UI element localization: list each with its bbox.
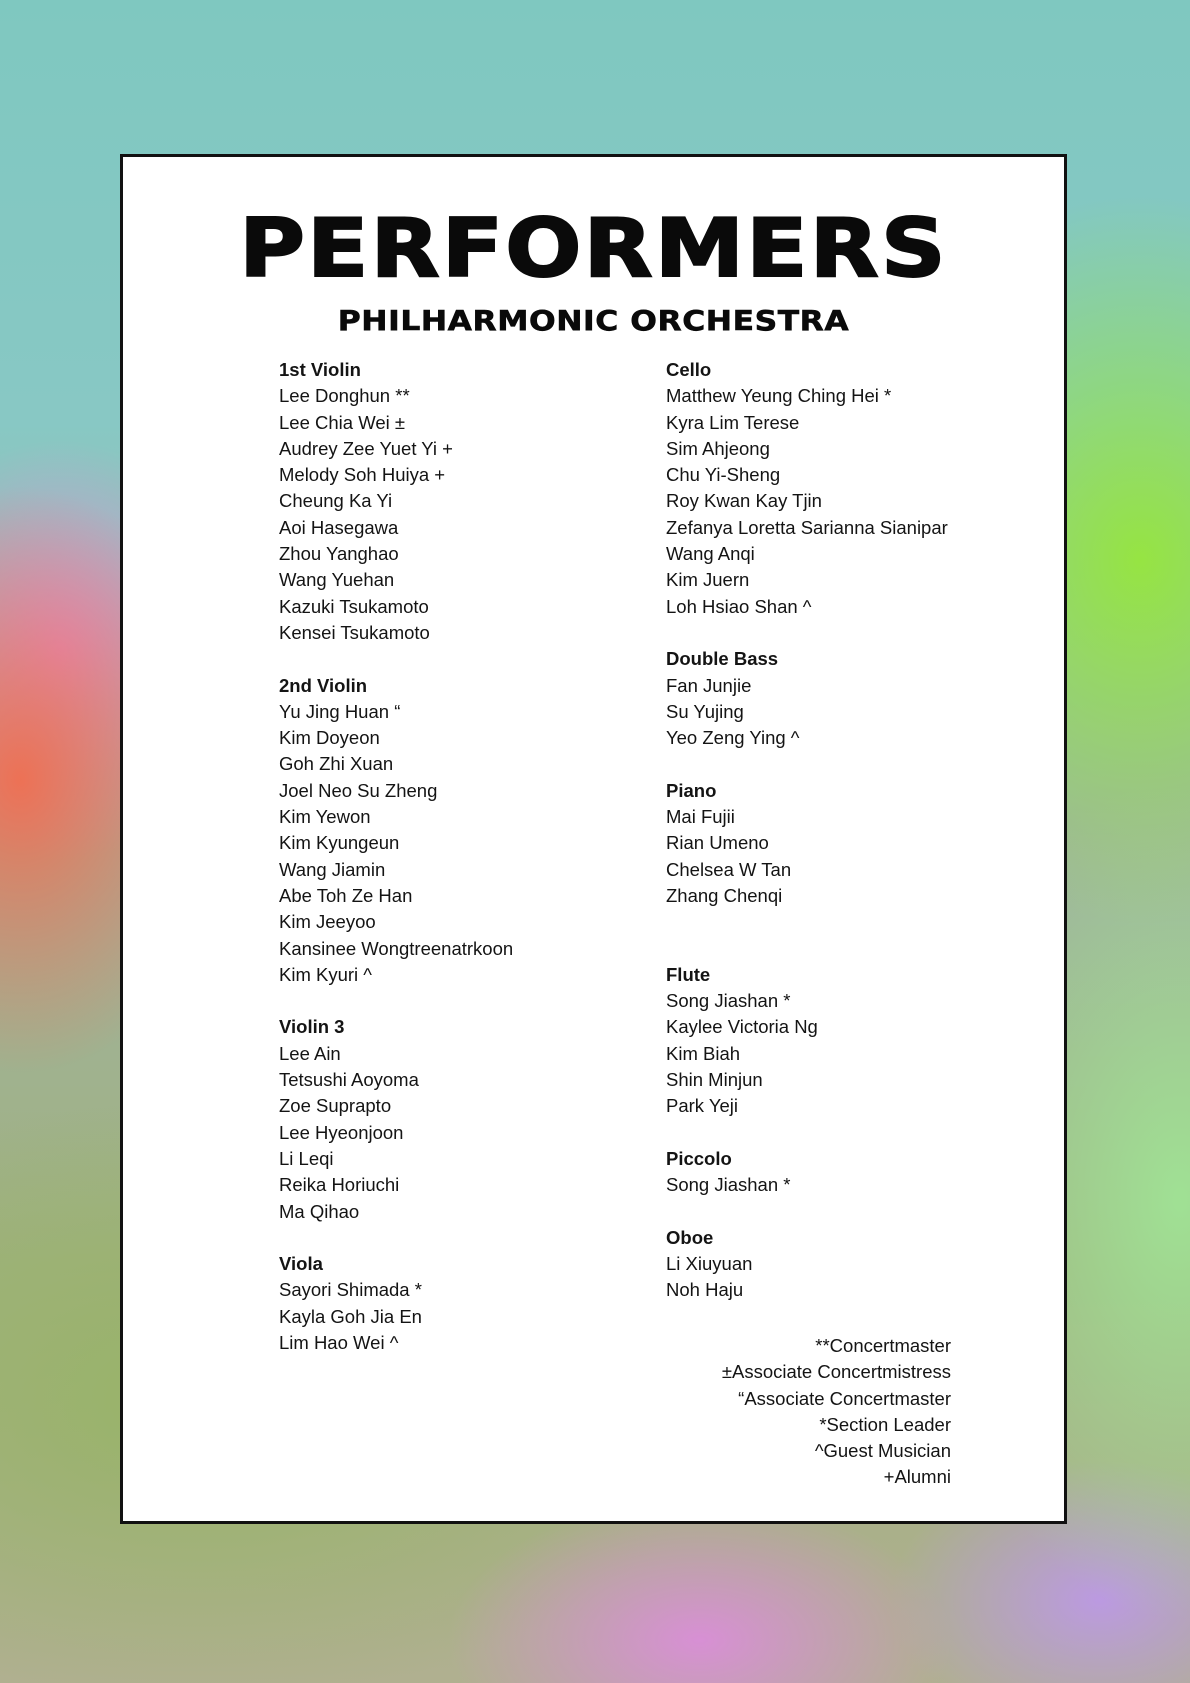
member-name: Noh Haju (666, 1279, 744, 1301)
section-1st-violin (279, 357, 639, 646)
member-name: Kazuki Tsukamoto (279, 595, 429, 617)
member-name: Su Yujing (666, 700, 744, 722)
member-name: Kim Doyeon (279, 727, 380, 749)
page-subtitle: PHILHARMONIC ORCHESTRA (337, 304, 850, 337)
member-name: Yu Jing Huan “ (279, 700, 401, 722)
member-name: Lee Hyeonjoon (279, 1121, 404, 1143)
section-flute (666, 962, 996, 1120)
legend-item: *Section Leader (819, 1413, 951, 1435)
member-name: Abe Toh Ze Han (279, 884, 413, 906)
member-name: Wang Yuehan (279, 569, 395, 591)
section-heading: Oboe (666, 1226, 714, 1248)
member-name: Kansinee Wongtreenatrkoon (279, 937, 514, 959)
member-name: Kyra Lim Terese (666, 411, 800, 433)
member-name: Lee Chia Wei ± (279, 411, 406, 433)
member-name: Li Leqi (279, 1147, 334, 1169)
section-heading: 1st Violin (279, 359, 361, 380)
member-name: Sayori Shimada * (279, 1279, 422, 1301)
section-heading: Double Bass (666, 648, 779, 670)
member-name: Lee Donghun ** (279, 385, 410, 407)
member-name: Kim Kyungeun (279, 832, 400, 854)
legend-item: ±Associate Concertmistress (721, 1361, 951, 1383)
section-2nd-violin (279, 673, 639, 989)
legend-item: +Alumni (883, 1466, 951, 1488)
member-name: Cheung Ka Yi (279, 490, 393, 512)
member-name: Park Yeji (666, 1095, 738, 1117)
section-piano (666, 778, 996, 909)
member-name: Song Jiashan * (666, 990, 791, 1012)
section-heading: Viola (279, 1253, 323, 1275)
member-name: Zhou Yanghao (279, 543, 399, 565)
legend-item: “Associate Concertmaster (738, 1387, 951, 1409)
section-heading: Violin 3 (279, 1016, 345, 1038)
member-name: Matthew Yeung Ching Hei * (666, 385, 892, 407)
member-name: Kim Biah (666, 1042, 741, 1064)
member-name: Wang Anqi (666, 543, 755, 565)
member-name: Zhang Chenqi (666, 884, 783, 906)
section-heading: Piano (666, 779, 717, 801)
section-violin-3 (279, 1014, 639, 1224)
member-name: Kaylee Victoria Ng (666, 1016, 818, 1038)
section-double-bass (666, 646, 996, 751)
member-name: Audrey Zee Yuet Yi + (279, 437, 453, 459)
member-name: Lim Hao Wei ^ (279, 1331, 399, 1353)
member-name: Shin Minjun (666, 1069, 763, 1091)
section-viola (279, 1251, 639, 1356)
member-name: Zoe Suprapto (279, 1095, 392, 1117)
member-name: Chu Yi-Sheng (666, 464, 781, 486)
member-name: Lee Ain (279, 1042, 341, 1064)
program-card (120, 154, 1067, 1524)
member-name: Kim Yewon (279, 806, 371, 828)
member-name: Mai Fujii (666, 806, 735, 828)
member-name: Chelsea W Tan (666, 858, 792, 880)
member-name: Roy Kwan Kay Tjin (666, 490, 822, 512)
right-column (666, 357, 996, 1330)
legend-item: ^Guest Musician (814, 1440, 951, 1462)
member-name: Joel Neo Su Zheng (279, 779, 438, 801)
member-name: Yeo Zeng Ying ^ (666, 727, 800, 749)
legend (722, 1333, 951, 1491)
section-piccolo (666, 1146, 996, 1199)
member-name: Li Xiuyuan (666, 1253, 753, 1275)
page-title: PERFORMERS (239, 202, 948, 295)
member-name: Rian Umeno (666, 832, 769, 854)
member-name: Zefanya Loretta Sarianna Sianipar (666, 516, 948, 538)
member-name: Wang Jiamin (279, 858, 386, 880)
member-name: Song Jiashan * (666, 1174, 791, 1196)
section-oboe (666, 1225, 996, 1304)
member-name: Kayla Goh Jia En (279, 1305, 422, 1327)
member-name: Kim Jeeyoo (279, 911, 376, 933)
member-name: Kim Juern (666, 569, 750, 591)
section-heading: Flute (666, 963, 711, 985)
section-cello (666, 357, 996, 620)
section-heading: 2nd Violin (279, 674, 368, 696)
section-heading: Piccolo (666, 1147, 732, 1169)
member-name: Kensei Tsukamoto (279, 621, 430, 643)
member-name: Tetsushi Aoyoma (279, 1069, 419, 1091)
member-name: Reika Horiuchi (279, 1174, 400, 1196)
member-name: Fan Junjie (666, 674, 752, 696)
legend-item: **Concertmaster (815, 1335, 951, 1356)
member-name: Kim Kyuri ^ (279, 963, 372, 985)
member-name: Aoi Hasegawa (279, 516, 399, 538)
left-column (279, 357, 639, 1383)
section-heading: Cello (666, 359, 712, 380)
member-name: Loh Hsiao Shan ^ (666, 595, 812, 617)
member-name: Melody Soh Huiya + (279, 464, 446, 486)
member-name: Ma Qihao (279, 1200, 360, 1222)
member-name: Sim Ahjeong (666, 437, 770, 459)
member-name: Goh Zhi Xuan (279, 753, 394, 775)
